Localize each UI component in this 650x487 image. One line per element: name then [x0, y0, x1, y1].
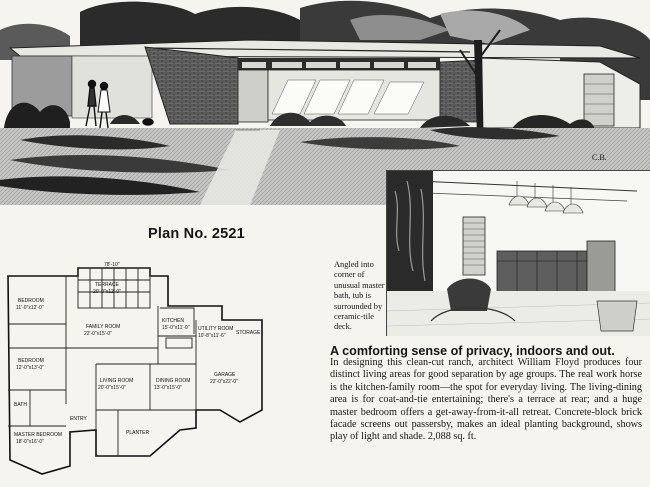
interior-caption: Angled into corner of unusual master bath, tub is surrounded by ceramic-tile deck. [334, 260, 385, 332]
plan-title: Plan No. 2521 [148, 226, 245, 242]
room-utility: UTILITY ROOM [198, 326, 234, 332]
room-bath: BATH [14, 402, 27, 408]
article-body: In designing this clean-cut ranch, architect William Floyd produces four distinct living areas for good separation by age groups. The real work horse is the kitchen-family room—the spot for everyday living. The living-dining area is for coat-and-tie entertaining; there's a terrace at rear; and a huge master bedroom offers a get-away-from-it-all retreat. Concrete-block brick facade screens out passersby, makes an ideal planting background, shows play of light and shade. 2,088 sq. ft. [330, 357, 642, 443]
dim-living-room: 20'-0"x15'-0" [98, 385, 126, 391]
room-master-bedroom: MASTER BEDROOM [14, 432, 63, 438]
room-planter: PLANTER [126, 430, 150, 436]
room-terrace: TERRACE [95, 282, 119, 288]
dim-utility: 10'-8"x11'-6" [198, 333, 226, 339]
room-family-room: FAMILY ROOM [86, 324, 121, 330]
dim-kitchen: 15'-0"x11'-0" [162, 325, 190, 331]
room-entry: ENTRY [70, 416, 87, 422]
room-living-room: LIVING ROOM [100, 378, 134, 384]
room-bedroom-2: BEDROOM [18, 358, 44, 364]
room-garage: GARAGE [214, 372, 236, 378]
plan-overall-dimension: 78'-10" [104, 262, 120, 268]
interior-illustration [386, 170, 650, 336]
room-dining-room: DINING ROOM [156, 378, 191, 384]
dim-garage: 22'-0"x22'-0" [210, 379, 238, 385]
dim-bedroom-2: 12'-0"x13'-0" [16, 365, 44, 371]
dim-bedroom-1: 11'-0"x12'-0" [16, 305, 44, 311]
room-bedroom-1: BEDROOM [18, 298, 44, 304]
floor-plan [0, 260, 322, 487]
room-storage: STORAGE [236, 330, 261, 336]
artist-signature: C.B. [592, 153, 607, 162]
dim-dining-room: 13'-0"x15'-0" [154, 385, 182, 391]
dim-terrace: 20'-0"x12'-0" [93, 289, 121, 295]
dim-master-bedroom: 18'-0"x16'-0" [16, 439, 44, 445]
dim-family-room: 22'-0"x15'-0" [84, 331, 112, 337]
article-headline: A comforting sense of privacy, indoors and out. [330, 344, 615, 358]
room-kitchen: KITCHEN [162, 318, 184, 324]
